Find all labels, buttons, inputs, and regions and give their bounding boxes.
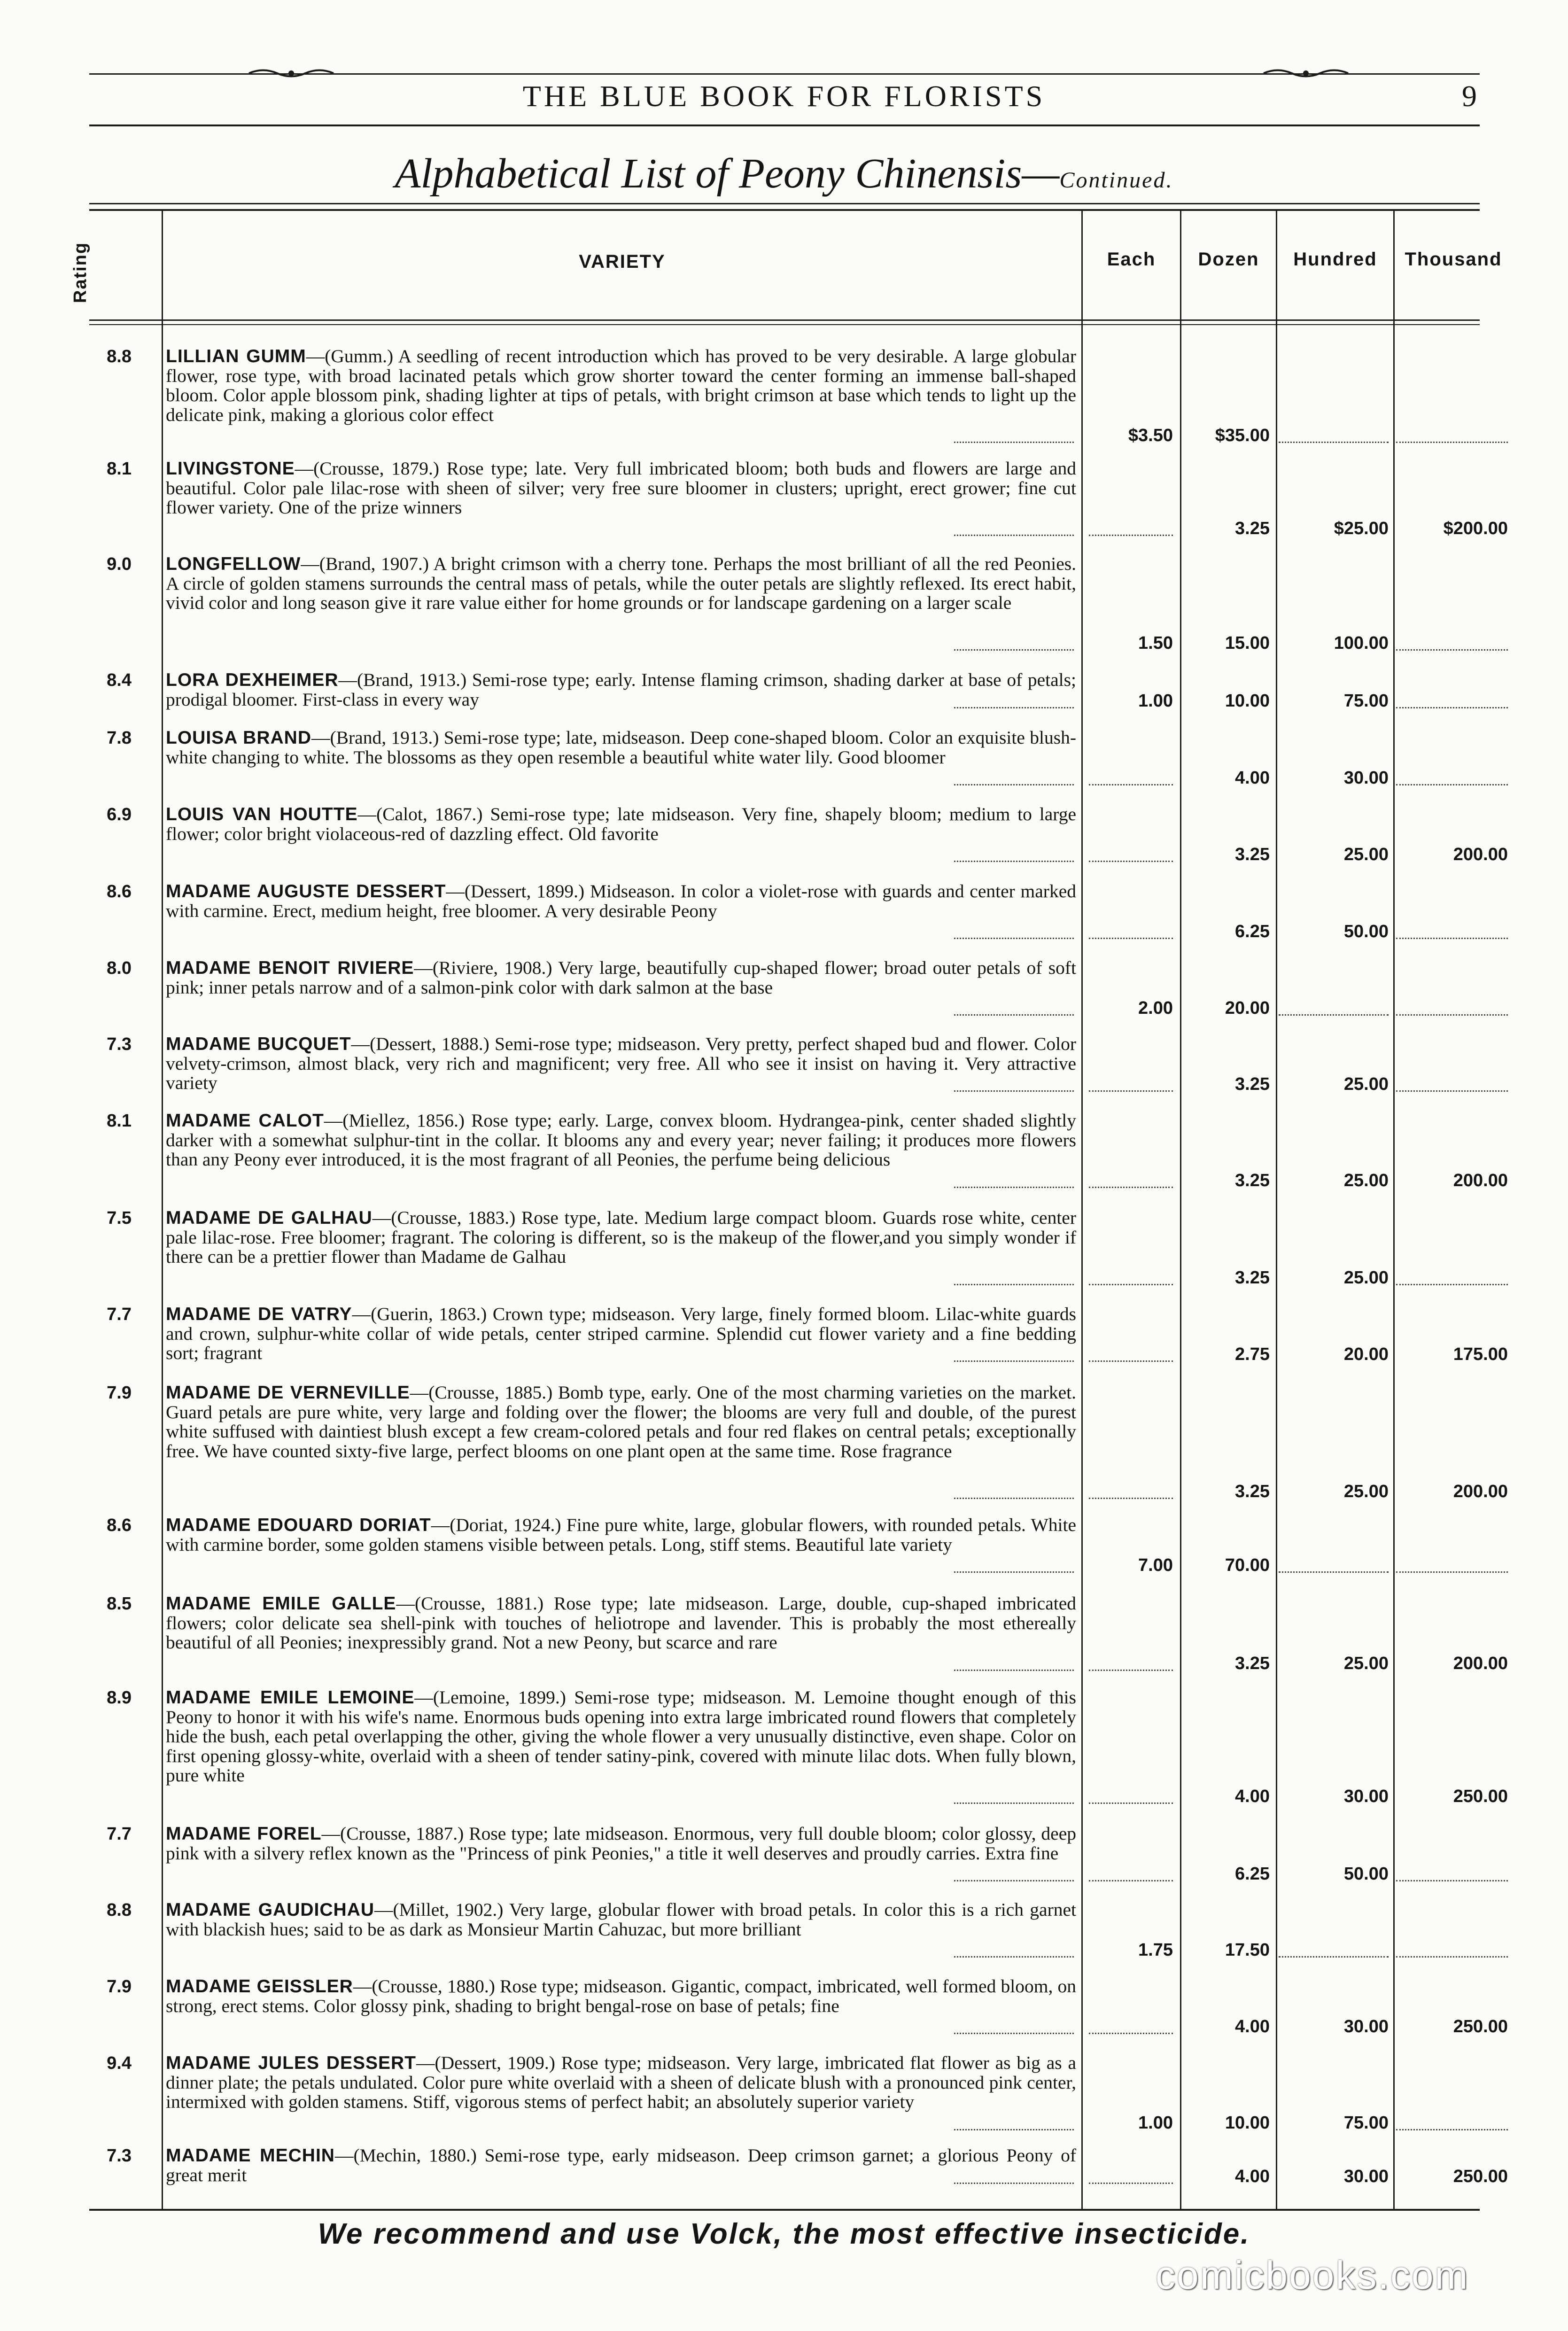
dot-leader [954,535,1074,536]
price-hundred: 75.00 [1343,2113,1389,2133]
price-dozen: 10.00 [1225,691,1270,711]
price-dozen: 70.00 [1225,1555,1270,1575]
price-each: 1.00 [1138,691,1173,711]
dot-leader [954,1498,1074,1499]
divider-dozen [1276,211,1277,2209]
variety-description [166,805,1076,844]
header-separator-lower [89,324,1480,325]
variety-name: LOUISA BRAND [166,728,312,748]
column-header-dozen: Dozen [1198,249,1259,270]
column-header-each: Each [1107,249,1156,270]
dot-leader [954,1014,1074,1016]
price-dozen: 3.25 [1235,1074,1270,1094]
variety-name: MADAME BUCQUET [166,1034,351,1054]
empty-price-leader [1396,1571,1508,1573]
dot-leader [954,1090,1074,1092]
price-dozen: 3.25 [1235,518,1270,538]
dot-leader [954,861,1074,862]
empty-price-leader [1089,1360,1173,1362]
variety-name: MADAME GEISSLER [166,1976,353,1997]
price-dozen: 6.25 [1235,1864,1270,1884]
column-header-rating: Rating [70,241,90,303]
variety-name: MADAME EDOUARD DORIAT [166,1515,431,1535]
variety-description [166,958,1076,997]
variety-name: MADAME EMILE GALLE [166,1593,396,1614]
variety-description [166,2053,1076,2112]
variety-description [166,670,1076,709]
rating-value: 9.4 [107,2053,132,2073]
empty-price-leader [1396,442,1508,443]
dot-leader [954,1880,1074,1881]
variety-text: —(Dessert, 1888.) Semi-rose type; midseason. Very pretty, perfect shaped bud and flower. Color velvety-crimson, almost black, very rich and magnificent; very free. All who see it insist on having it. Very attractive variety [166,1033,1076,1093]
dot-leader [954,1956,1074,1958]
price-dozen: 3.25 [1235,1267,1270,1288]
price-hundred: 30.00 [1343,2166,1389,2186]
variety-description [166,459,1076,518]
rating-value: 8.1 [107,459,132,479]
variety-name: MADAME GAUDICHAU [166,1900,375,1920]
variety-name: MADAME EMILE LEMOINE [166,1687,415,1708]
column-header-thousand: Thousand [1405,249,1502,270]
price-hundred: 30.00 [1343,1786,1389,1806]
empty-price-leader [1089,1090,1173,1092]
empty-price-leader [1089,2183,1173,2184]
dot-leader [954,784,1074,785]
price-thousand: 200.00 [1453,1170,1508,1190]
variety-description [166,1111,1076,1170]
variety-name: MADAME CALOT [166,1111,324,1131]
empty-price-leader [1396,1284,1508,1285]
empty-price-leader [1089,1284,1173,1285]
price-each: 1.00 [1138,2113,1173,2133]
price-hundred: 30.00 [1343,2017,1389,2036]
price-hundred: 50.00 [1343,922,1389,941]
variety-name: MADAME BENOIT RIVIERE [166,958,414,978]
price-hundred: 25.00 [1343,1653,1389,1673]
price-dozen: 6.25 [1235,922,1270,941]
divider-variety [1081,211,1083,2209]
running-title: THE BLUE BOOK FOR FLORISTS [522,79,1046,113]
variety-description [166,1305,1076,1363]
header-separator [89,319,1480,321]
price-hundred: 25.00 [1343,1170,1389,1190]
variety-text: —(Riviere, 1908.) Very large, beautifully cup-shaped flower; broad outer petals of soft pink; inner petals narrow and of a salmon-pink color with dark salmon at the base [166,957,1076,998]
price-each: $3.50 [1128,426,1173,445]
dot-leader [954,938,1074,939]
variety-description [166,1383,1076,1461]
empty-price-leader [1279,1571,1389,1573]
dot-leader [954,707,1074,708]
variety-name: LILLIAN GUMM [166,346,306,366]
variety-name: LORA DEXHEIMER [166,670,339,690]
variety-description [166,1515,1076,1554]
price-dozen: 3.25 [1235,845,1270,864]
rating-value: 7.9 [107,1977,132,1997]
rating-value: 8.8 [107,1900,132,1920]
dot-leader [954,1187,1074,1188]
price-each: 7.00 [1138,1555,1173,1575]
price-thousand: 250.00 [1453,2166,1508,2186]
watermark: comicbooks.com [1156,2253,1469,2297]
price-dozen: 10.00 [1225,2113,1270,2133]
rating-value: 7.7 [107,1305,132,1324]
dot-leader [954,1284,1074,1285]
variety-description [166,2146,1076,2185]
empty-price-leader [1279,1956,1389,1958]
price-dozen: 4.00 [1235,768,1270,788]
variety-text: —(Crousse, 1887.) Rose type; late midseason. Enormous, very full double bloom; color glossy, deep pink with a silvery reflex known as the "Princess of pink Peonies," a title it well deserves and proudly carries. Extra fine [166,1823,1076,1864]
dot-leader [954,1360,1074,1362]
rating-value: 9.0 [107,554,132,574]
variety-text: —(Brand, 1907.) A bright crimson with a cherry tone. Perhaps the most brilliant of all the red Peonies. A circle of golden stamens surrounds the central mass of petals, while the outer petals are slightly reflexed. Its erect habit, vivid color and long season give it rare value either for home grounds or for landscape gardening on a larger scale [166,553,1076,613]
rating-value: 8.8 [107,347,132,366]
rating-value: 7.9 [107,1383,132,1403]
variety-text: —(Calot, 1867.) Semi-rose type; late midseason. Very fine, shapely bloom; medium to large flower; color bright violaceous-red of dazzling effect. Old favorite [166,804,1076,844]
empty-price-leader [1396,1880,1508,1881]
empty-price-leader [1396,1014,1508,1016]
variety-text: —(Millet, 1902.) Very large, globular flower with broad petals. In color this is a rich garnet with blackish hues; said to be as dark as Monsieur Martin Cahuzac, but more brilliant [166,1899,1077,1940]
variety-name: MADAME JULES DESSERT [166,2053,416,2073]
rating-value: 8.4 [107,670,132,690]
price-dozen: 15.00 [1225,633,1270,653]
price-thousand: 200.00 [1453,1653,1508,1673]
empty-price-leader [1396,2129,1508,2130]
price-dozen: 4.00 [1235,2166,1270,2186]
empty-price-leader [1089,1880,1173,1881]
variety-text: —(Crousse, 1883.) Rose type, late. Medium large compact bloom. Guards rose white, center pale lilac-rose. Free bloomer; fragrant. The coloring is different, so is the makeup of the flower,and you simply wonder if there can be a prettier flower than Madame de Galhau [166,1207,1076,1267]
price-dozen: 3.25 [1235,1653,1270,1673]
empty-price-leader [1396,707,1508,708]
variety-name: MADAME DE VERNEVILLE [166,1383,410,1403]
dot-leader [954,442,1074,443]
ornament-right-icon [1259,67,1353,79]
dot-leader [954,1803,1074,1804]
empty-price-leader [1396,1956,1508,1958]
variety-name: MADAME DE GALHAU [166,1208,373,1228]
variety-name: LOUIS VAN HOUTTE [166,804,358,824]
variety-text: —(Crousse, 1879.) Rose type; late. Very full imbricated bloom; both buds and flowers are large and beautiful. Color pale lilac-rose with sheen of silver; very free sure bloomer in clusters; upright, erect grower; fine cut flower variety. One of the prize winners [166,458,1076,518]
variety-name: MADAME MECHIN [166,2145,335,2166]
empty-price-leader [1396,1090,1508,1092]
variety-description [166,554,1076,613]
price-hundred: 25.00 [1343,1074,1389,1094]
rating-value: 7.8 [107,728,132,748]
list-title [0,149,1568,198]
price-hundred: 50.00 [1343,1864,1389,1884]
rating-value: 7.3 [107,2146,132,2166]
price-thousand: 200.00 [1453,1481,1508,1501]
table-bottom-rule [89,2209,1480,2211]
list-title-main: Alphabetical List of Peony Chinensis— [395,150,1060,197]
rating-value: 8.0 [107,958,132,978]
price-hundred: 25.00 [1343,845,1389,864]
price-thousand: 175.00 [1453,1344,1508,1364]
empty-price-leader [1089,1803,1173,1804]
rating-value: 7.5 [107,1208,132,1228]
price-each: 1.75 [1138,1940,1173,1960]
rating-value: 8.9 [107,1688,132,1708]
price-dozen: 4.00 [1235,1786,1270,1806]
variety-description [166,728,1076,767]
price-each: 1.50 [1138,633,1173,653]
empty-price-leader [1396,938,1508,939]
price-hundred: 25.00 [1343,1267,1389,1288]
variety-text: —(Crousse, 1880.) Rose type; midseason. Gigantic, compact, imbricated, well formed bloom, on strong, erect stems. Color glossy pink, shading to bright bengal-rose on base of petals; fine [166,1976,1077,2016]
variety-text: —(Guerin, 1863.) Crown type; midseason. Very large, finely formed bloom. Lilac-white guards and crown, sulphur-white collar of wide petals, center striped carmine. Splendid cut flower variety and a fine bedding sort; fragrant [166,1304,1076,1363]
variety-text: —(Lemoine, 1899.) Semi-rose type; midseason. M. Lemoine thought enough of this Peony to honor it with his wife's name. Enormous buds opening into extra large imbricated round flowers that completely hide the bush, each petal overlapping the other, giving the whole flower a very unusually distinctive, even shape. Color on first opening glossy-white, overlaid with a sheen of tender satiny-pink, covered with minute lilac dots. When fully blown, pure white [166,1687,1076,1786]
dot-leader [954,1670,1074,1671]
empty-price-leader [1089,938,1173,939]
price-hundred: $25.00 [1334,518,1389,538]
variety-text: —(Doriat, 1924.) Fine pure white, large, globular flowers, with rounded petals. White with carmine border, some golden stamens visible between petals. Long, stiff stems. Beautiful late variety [166,1515,1076,1555]
dot-leader [954,1571,1074,1573]
footer-note: We recommend and use Volck, the most effective insecticide. [318,2218,1250,2250]
variety-description [166,1208,1076,1267]
page-number: 9 [1462,79,1477,113]
price-hundred: 100.00 [1334,633,1389,653]
header-bottom-rule [89,124,1480,126]
divider-hundred [1393,211,1395,2209]
price-hundred: 30.00 [1343,768,1389,788]
divider-rating [162,211,163,2209]
rating-value: 8.1 [107,1111,132,1131]
column-header-hundred: Hundred [1293,249,1377,270]
variety-text: —(Crousse, 1885.) Bomb type, early. One of the most charming varieties on the market. Guard petals are pure white, very large and folding over the flower; the blooms are very full and double, of the purest white suffused with daintiest blush except a few cream-colored petals and four red flakes on central petals; exceptionally free. We have counted sixty-five large, perfect blooms on one plant open at the same time. Rose fragrance [166,1382,1076,1461]
rating-value: 7.3 [107,1034,132,1054]
empty-price-leader [1089,1498,1173,1499]
variety-description [166,1688,1076,1786]
variety-text: —(Mechin, 1880.) Semi-rose type, early midseason. Deep crimson garnet; a glorious Peony of great merit [166,2145,1076,2185]
price-hundred: 75.00 [1343,691,1389,711]
variety-text: —(Gumm.) A seedling of recent introduction which has proved to be very desirable. A large globular flower, rose type, with broad lacinated petals which grow shorter toward the center forming an immense ball-shaped bloom. Color apple blossom pink, shading lighter at tips of petals, with bright crimson at base which tends to light up the delicate pink, making a glorious color effect [166,346,1076,425]
variety-description [166,882,1076,921]
variety-text: —(Dessert, 1899.) Midseason. In color a violet-rose with guards and center marked with carmine. Erect, medium height, free bloomer. A very desirable Peony [166,881,1076,921]
rating-value: 8.6 [107,1515,132,1535]
variety-description [166,1977,1076,2016]
price-thousand: 250.00 [1453,1786,1508,1806]
price-dozen: 20.00 [1225,998,1270,1018]
variety-description [166,1594,1076,1653]
variety-text: —(Dessert, 1909.) Rose type; midseason. Very large, imbricated flat flower as big as a dinner plate; the petals undulated. Color pure white overlaid with a sheen of delicate blush with a pronounced pink center, intermixed with golden stamens. Stiff, vigorous stems of perfect habit; an absolutely superior variety [166,2052,1076,2112]
variety-description [166,1034,1076,1093]
price-dozen: 17.50 [1225,1940,1270,1960]
empty-price-leader [1089,535,1173,536]
variety-name: MADAME AUGUSTE DESSERT [166,881,446,901]
price-hundred: 25.00 [1343,1481,1389,1501]
variety-text: —(Miellez, 1856.) Rose type; early. Large, convex bloom. Hydrangea-pink, center shaded slightly darker with a somewhat sulphur-tint in the collar. It blooms any and every year; never failing; it produces more flowers than any Peony ever introduced, it is the most fragrant of all Peonies, the perfume being delicious [166,1110,1076,1170]
rating-value: 7.7 [107,1824,132,1844]
price-dozen: $35.00 [1215,426,1270,445]
variety-text: —(Crousse, 1881.) Rose type; late midseason. Large, double, cup-shaped imbricated flowers; color delicate sea shell-pink with touches of heliotrope and lavender. This is probably the most ethereally beautiful of all Peonies; inexpressibly grand. Not a new Peony, but scarce and rare [166,1593,1077,1653]
empty-price-leader [1089,2033,1173,2034]
price-hundred: 20.00 [1343,1344,1389,1364]
empty-price-leader [1279,442,1389,443]
rating-value: 8.5 [107,1594,132,1614]
price-dozen: 3.25 [1235,1481,1270,1501]
divider-each [1180,211,1181,2209]
variety-description [166,1824,1076,1863]
dot-leader [954,649,1074,651]
variety-text: —(Brand, 1913.) Semi-rose type; late, midseason. Deep cone-shaped bloom. Color an exquisite blush-white changing to white. The blossoms as they open resemble a beautiful white water lily. Good bloomer [166,727,1077,768]
price-dozen: 4.00 [1235,2017,1270,2036]
variety-name: MADAME DE VATRY [166,1304,352,1324]
variety-name: MADAME FOREL [166,1824,322,1844]
list-title-continued: Continued. [1059,168,1173,193]
dot-leader [954,2183,1074,2184]
empty-price-leader [1396,649,1508,651]
table-top-rule-2 [89,209,1480,211]
price-each: 2.00 [1138,998,1173,1018]
variety-name: LONGFELLOW [166,554,301,574]
price-thousand: 200.00 [1453,845,1508,864]
dot-leader [954,2033,1074,2034]
variety-name: LIVINGSTONE [166,458,295,479]
variety-description [166,347,1076,425]
empty-price-leader [1396,784,1508,785]
empty-price-leader [1089,1670,1173,1671]
empty-price-leader [1089,861,1173,862]
rating-value: 8.6 [107,882,132,901]
variety-description [166,1900,1076,1939]
price-dozen: 2.75 [1235,1344,1270,1364]
column-header-variety: VARIETY [579,251,666,272]
empty-price-leader [1279,1014,1389,1016]
ornament-left-icon [244,67,338,79]
price-thousand: 250.00 [1453,2017,1508,2036]
price-thousand: $200.00 [1443,518,1508,538]
table-top-rule-1 [89,203,1480,204]
dot-leader [954,2129,1074,2130]
variety-text: —(Brand, 1913.) Semi-rose type; early. Intense flaming crimson, shading darker at base of petals; prodigal bloomer. First-class in every way [166,669,1076,710]
price-dozen: 3.25 [1235,1170,1270,1190]
empty-price-leader [1089,784,1173,785]
rating-value: 6.9 [107,805,132,824]
empty-price-leader [1089,1187,1173,1188]
